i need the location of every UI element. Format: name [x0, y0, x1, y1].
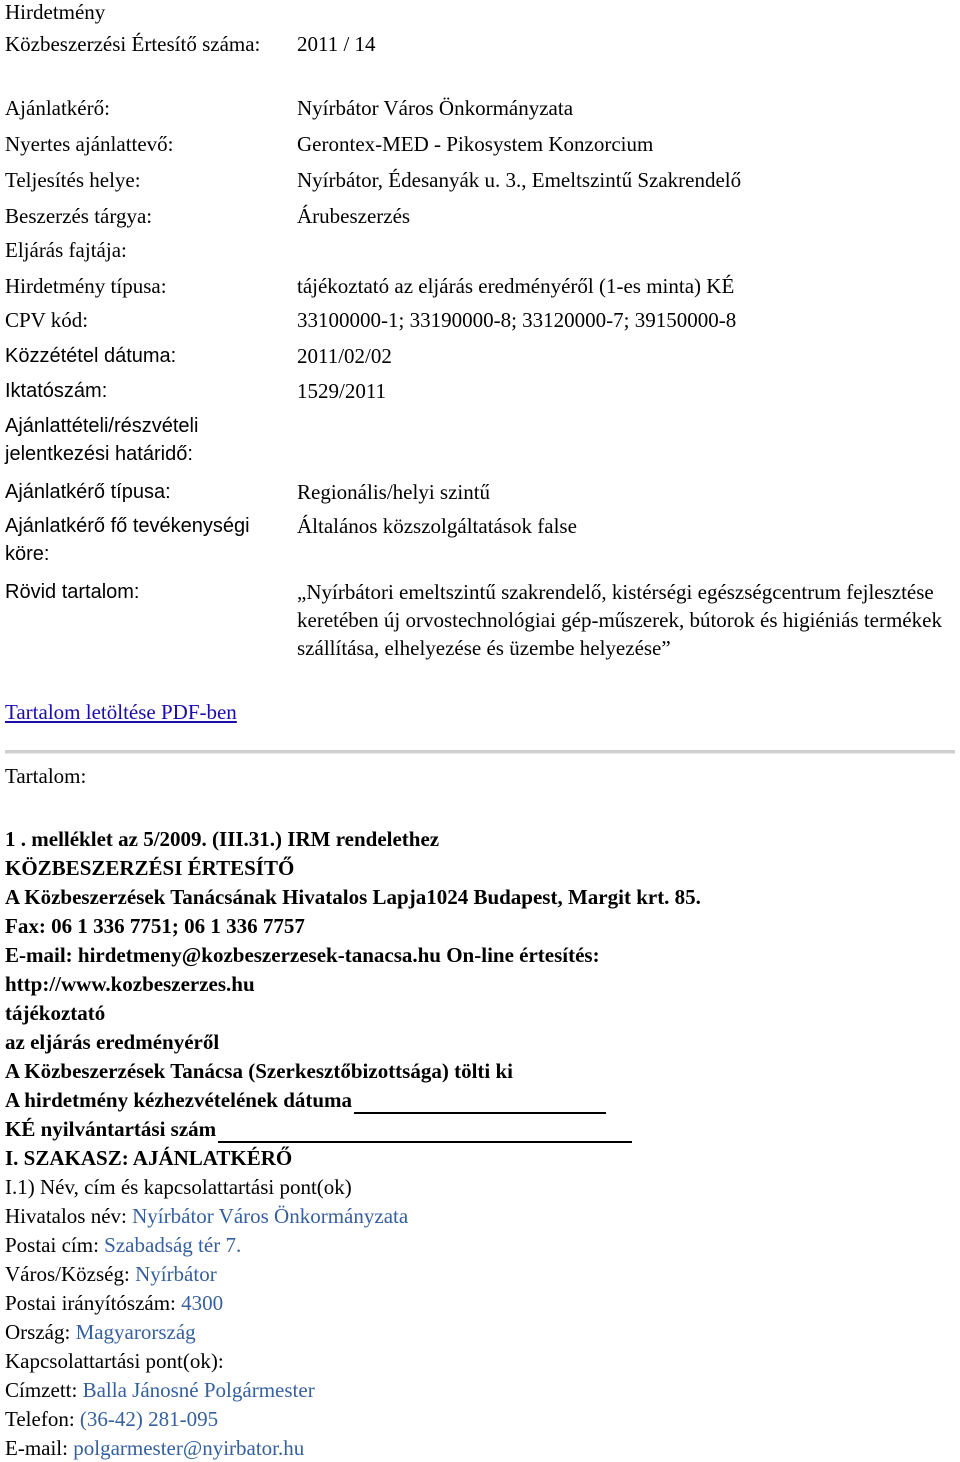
contact-city — [5, 1260, 217, 1288]
field-label-place-of-performance: Teljesítés helye: — [5, 168, 141, 192]
contact-points — [5, 1347, 224, 1375]
field-label-issue-number: Közbeszerzési Értesítő száma: — [5, 32, 261, 56]
field-label-procedure-type: Eljárás fajtája: — [5, 238, 127, 262]
contact-label: Hivatalos név: — [5, 1204, 133, 1228]
body-line-fax: Fax: 06 1 336 7751; 06 1 336 7757 — [5, 914, 305, 938]
field-value-place-of-performance: Nyírbátor, Édesanyák u. 3., Emeltszintű Szakrendelő — [297, 168, 742, 192]
body-line-registry-number — [5, 1115, 632, 1143]
contact-phone — [5, 1405, 218, 1433]
contact-label: Telefon: — [5, 1407, 80, 1431]
contact-label: E-mail: — [5, 1436, 74, 1460]
registry-number-label: KÉ nyilvántartási szám — [5, 1117, 217, 1141]
field-label-procurement-subject: Beszerzés tárgya: — [5, 204, 153, 228]
body-line-annex: 1 . melléklet az 5/2009. (III.31.) IRM rendelethez — [5, 827, 440, 851]
registry-number-blank — [218, 1119, 632, 1143]
contact-label: Postai irányítószám: — [5, 1291, 182, 1315]
contact-recipient — [5, 1376, 315, 1404]
divider — [5, 750, 955, 754]
contact-value: Nyírbátor Város Önkormányzata — [132, 1204, 409, 1228]
field-value-procurement-subject: Árubeszerzés — [297, 204, 411, 228]
body-line-receipt-date — [5, 1086, 606, 1114]
field-label-contracting-authority: Ajánlatkérő: — [5, 96, 110, 120]
contact-label: Ország: — [5, 1320, 76, 1344]
section-heading: I. SZAKASZ: AJÁNLATKÉRŐ — [5, 1146, 293, 1170]
field-value-main-activity: Általános közszolgáltatások false — [297, 514, 577, 538]
field-value-short-content: „Nyírbátori emeltszintű szakrendelő, kistérségi egészségcentrum fejlesztése keretében új orvostechnológiai gép-műszerek, bútorok és higiéniás termékek szállítása, elhelyezése és üzembe helyezése” — [297, 580, 942, 660]
contact-email — [5, 1434, 304, 1462]
contact-value: Balla Jánosné Polgármester — [82, 1378, 315, 1402]
page-title: Hirdetmény — [5, 0, 106, 24]
field-value-registration-number: 1529/2011 — [297, 379, 387, 403]
body-line-email: E-mail: hirdetmeny@kozbeszerzesek-tanacsa.hu On-line értesítés: — [5, 943, 600, 967]
field-value-authority-type: Regionális/helyi szintű — [297, 480, 491, 504]
field-label-cpv-code: CPV kód: — [5, 308, 89, 332]
field-label-deadline: Ajánlattételi/részvételi jelentkezési határidő: — [5, 415, 199, 465]
field-value-cpv-code: 33100000-1; 33190000-8; 33120000-7; 39150000-8 — [297, 308, 737, 332]
contact-label: Postai cím: — [5, 1233, 105, 1257]
contact-value: 4300 — [181, 1291, 224, 1315]
field-label-short-content: Rövid tartalom: — [5, 581, 140, 603]
contact-official-name — [5, 1202, 408, 1230]
field-value-publication-date: 2011/02/02 — [297, 344, 392, 368]
contact-country — [5, 1318, 196, 1346]
field-value-contracting-authority: Nyírbátor Város Önkormányzata — [297, 96, 574, 120]
field-value-winning-bidder: Gerontex-MED - Pikosystem Konzorcium — [297, 132, 654, 156]
subsection-heading: I.1) Név, cím és kapcsolattartási pont(ok) — [5, 1175, 352, 1199]
field-label-winning-bidder: Nyertes ajánlattevő: — [5, 132, 174, 156]
contact-postal-code — [5, 1289, 223, 1317]
field-value-notice-type: tájékoztató az eljárás eredményéről (1-es minta) KÉ — [297, 274, 735, 298]
contact-value: Nyírbátor — [135, 1262, 217, 1286]
field-label-registration-number: Iktatószám: — [5, 380, 108, 402]
body-line-notice-subject: az eljárás eredményéről — [5, 1030, 220, 1054]
field-value-issue-number: 2011 / 14 — [297, 32, 376, 56]
body-line-editorial: A Közbeszerzések Tanácsa (Szerkesztőbizottsága) tölti ki — [5, 1059, 514, 1083]
contact-label: Címzett: — [5, 1378, 83, 1402]
contact-label: Város/Község: — [5, 1262, 136, 1286]
receipt-date-label: A hirdetmény kézhezvételének dátuma — [5, 1088, 353, 1112]
download-pdf-link[interactable]: Tartalom letöltése PDF-ben — [5, 700, 237, 724]
contact-value: polgarmester@nyirbator.hu — [73, 1436, 305, 1460]
field-label-notice-type: Hirdetmény típusa: — [5, 274, 167, 298]
contact-value: (36-42) 281-095 — [79, 1407, 219, 1431]
contact-value: Szabadság tér 7. — [104, 1233, 242, 1257]
field-label-main-activity: Ajánlatkérő fő tevékenységi köre: — [5, 515, 250, 565]
body-line-website: http://www.kozbeszerzes.hu — [5, 972, 255, 996]
content-label: Tartalom: — [5, 764, 87, 788]
body-line-gazette-address: A Közbeszerzések Tanácsának Hivatalos Lapja1024 Budapest, Margit krt. 85. — [5, 885, 701, 909]
body-line-notice-kind: tájékoztató — [5, 1001, 106, 1025]
field-label-publication-date: Közzététel dátuma: — [5, 345, 177, 367]
field-label-authority-type: Ajánlatkérő típusa: — [5, 481, 171, 503]
contact-label: Kapcsolattartási pont(ok): — [5, 1349, 224, 1373]
receipt-date-blank — [354, 1090, 606, 1114]
contact-value: Magyarország — [75, 1320, 196, 1344]
contact-postal-address — [5, 1231, 241, 1259]
body-line-gazette-title: KÖZBESZERZÉSI ÉRTESÍTŐ — [5, 856, 295, 880]
